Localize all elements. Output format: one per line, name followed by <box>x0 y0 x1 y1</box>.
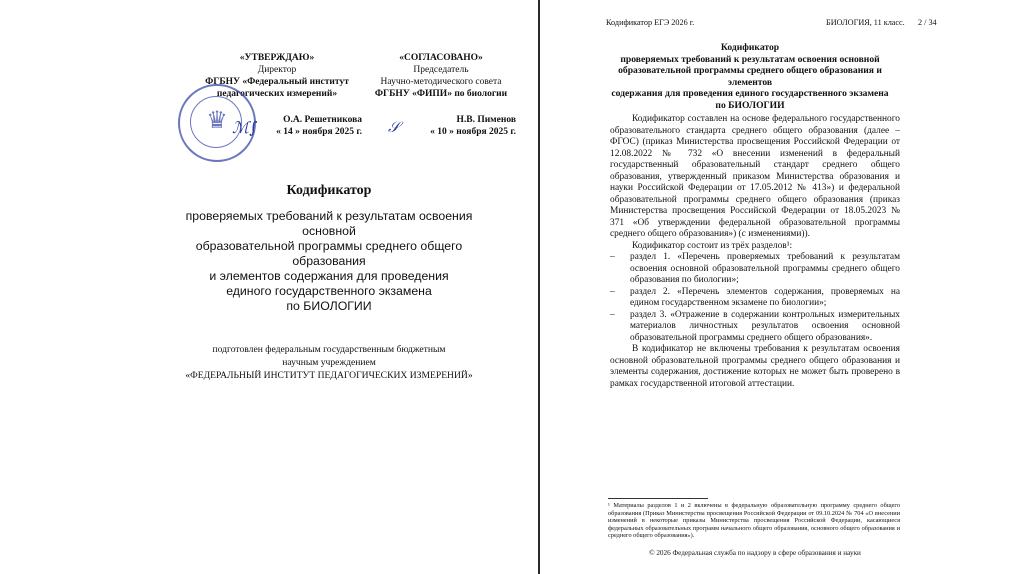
exclusion-paragraph: В кодификатор не включены требования к результатам освоения основной образовательной программы среднего общего образования и элементы содержания, достижение которых не может быть проверено в рамках государственной итоговой аттестации. <box>610 344 900 389</box>
chairman-signature: 𝒮 <box>388 118 400 136</box>
prepared-line: подготовлен федеральным государственным бюджетным <box>212 344 446 355</box>
prepared-line: научным учреждением <box>282 357 376 368</box>
document-title: Кодификатор <box>286 183 372 198</box>
title-page <box>120 0 538 574</box>
footnote-separator <box>608 498 708 499</box>
prepared-line: «ФЕДЕРАЛЬНЫЙ ИНСТИТУТ ПЕДАГОГИЧЕСКИХ ИЗМЕРЕНИЙ» <box>185 370 473 381</box>
subtitle-line: образовательной программы среднего общего образования <box>195 239 463 268</box>
approval-org-line1: ФГБНУ «Федеральный институт <box>205 77 349 87</box>
section-item: – раздел 2. «Перечень элементов содержания, проверяемых на едином государственном экзамене по биологии»; <box>610 287 900 310</box>
sections-list <box>610 252 900 344</box>
section-item: – раздел 1. «Перечень проверяемых требований к результатам освоения основной образовательной программы среднего общего образования по биологии»; <box>610 252 900 287</box>
codifier-title <box>600 42 900 111</box>
agreement-label: «СОГЛАСОВАНО» <box>399 53 483 63</box>
page-number: 2 / 34 <box>918 18 937 27</box>
codifier-body <box>610 114 900 390</box>
section-item: – раздел 3. «Отражение в содержании контрольных измерительных материалов личностных результатов освоения основной образовательной программы среднего общего образования». <box>610 310 900 345</box>
subtitle-line: по БИОЛОГИИ <box>286 299 372 313</box>
footnote: ¹ Материалы разделов 1 и 2 включены в федеральную образовательную программу среднего общего образования (Приказ Министерства просвещения Российской Федерации от 09.10.2024 № 704 «О внесении изменений в некоторые приказы Министерства просвещения Российской Федерации, касающиеся федеральных образовательных программ начального общего образования, основного общего образования и среднего общего образования»). <box>608 502 900 540</box>
agreement-role: Председатель <box>413 65 469 75</box>
agreement-date: « 10 » ноября 2025 г. <box>430 127 516 137</box>
subtitle-line: проверяемых требований к результатам освоения основной <box>185 209 473 238</box>
approval-org-line2: педагогических измерений» <box>216 89 338 99</box>
approval-role: Директор <box>257 65 297 75</box>
subtitle-line: и элементов содержания для проведения <box>209 269 449 283</box>
approval-date: « 14 » ноября 2025 г. <box>276 127 362 137</box>
approval-label: «УТВЕРЖДАЮ» <box>239 53 315 63</box>
title-line: проверяемых требований к результатам освоения основной <box>620 53 880 65</box>
running-header-left: Кодификатор ЕГЭ 2026 г. <box>606 18 695 27</box>
intro-paragraph: Кодификатор составлен на основе федерального государственного образовательного стандарта среднего общего образования (далее – ФГОС) (приказ Министерства просвещения Российской Федерации от 12.08.2022 № 732 «О внесении изменений в федеральный государственный образовательный стандарт среднего общего образования, утвержденный приказом Министерства образования и науки Российской Федерации от 17.05.2012 № 413») и федеральной образовательной программы среднего общего образования (приказ Министерства просвещения Российской Федерации от 18.05.2023 № 371 «Об утверждении федеральной образовательной программы среднего общего образования») (с изменениями)). <box>610 114 900 239</box>
title-line: содержания для проведения единого государственного экзамена <box>611 88 889 99</box>
content-page <box>540 0 940 574</box>
subtitle-line: единого государственного экзамена <box>226 284 432 298</box>
agreement-signer: Н.В. Пименов <box>456 115 516 125</box>
prepared-by <box>160 343 498 382</box>
approval-signer: О.А. Решетникова <box>283 115 362 125</box>
title-line: Кодификатор <box>720 42 780 53</box>
agreement-org: ФГБНУ «ФИПИ» по биологии <box>374 89 508 99</box>
document-subtitle <box>160 209 498 314</box>
sections-intro: Кодификатор состоит из трёх разделов¹: <box>632 240 793 251</box>
title-line: образовательной программы среднего общего образования и элементов <box>618 65 882 88</box>
director-signature: ℳ∫ <box>232 118 258 137</box>
running-header-right: БИОЛОГИЯ, 11 класс. <box>826 18 905 27</box>
copyright: © 2026 Федеральная служба по надзору в сфере образования и науки <box>649 549 861 557</box>
eagle-emblem-icon: ♛ <box>206 108 228 134</box>
title-line: по БИОЛОГИИ <box>715 99 785 111</box>
agreement-council: Научно-методического совета <box>380 77 502 87</box>
